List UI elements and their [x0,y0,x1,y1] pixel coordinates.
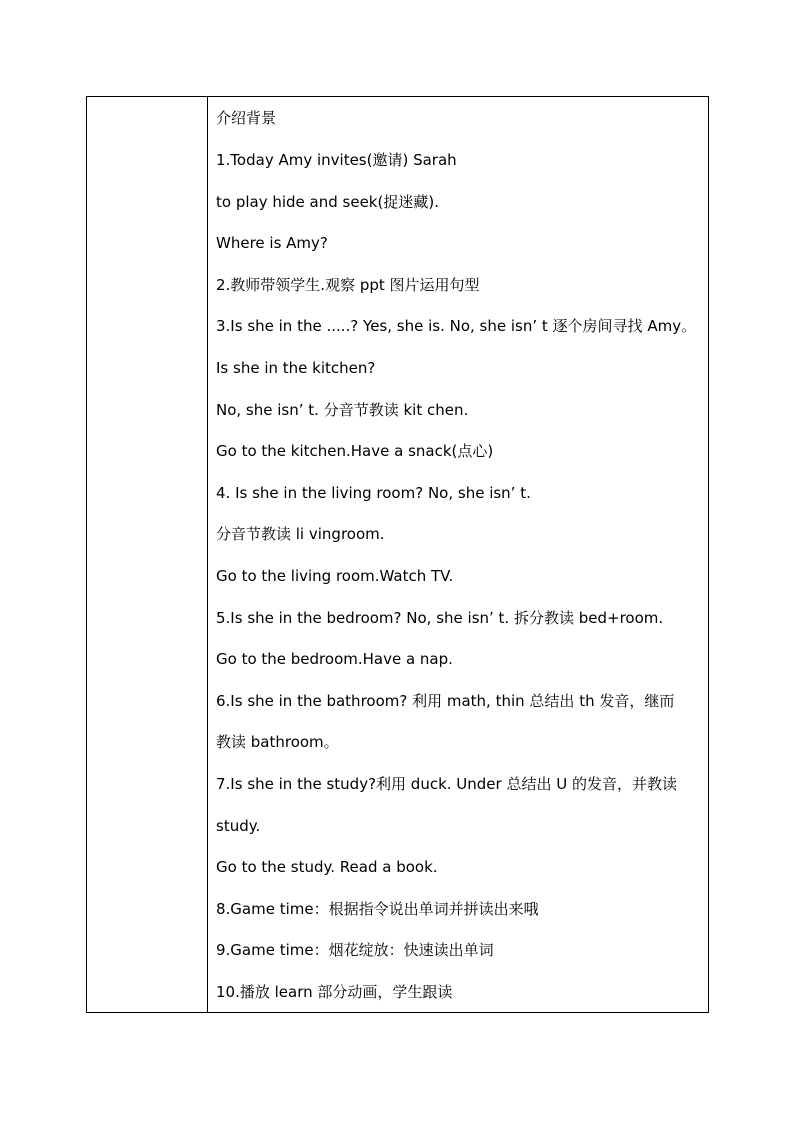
text-line: 9.Game time：烟花绽放：快速读出单词 [216,941,494,959]
text-line: 1.Today Amy invites(邀请) Sarah [216,151,457,169]
text-line: Go to the kitchen.Have a snack(点心) [216,442,494,460]
text-line: 10.播放 learn 部分动画，学生跟读 [216,983,453,1001]
text-line: Go to the living room.Watch TV. [216,567,454,585]
text-line: study. [216,817,261,835]
text-line: 介绍背景 [216,109,277,127]
text-line: 教读 bathroom。 [216,733,339,751]
text-line: Is she in the kitchen? [216,359,376,377]
text-line: 分音节教读 li vingroom. [216,525,385,543]
text-line: 5.Is she in the bedroom? No, she isn’ t. 拆分教读 bed+room. [216,609,664,627]
table-right-cell [208,97,708,1012]
text-line: No, she isn’ t. 分音节教读 kit chen. [216,401,469,419]
text-line: 7.Is she in the study?利用 duck. Under 总结出 U 的发音，并教读 [216,775,677,793]
lesson-table [86,96,709,1013]
text-line: Go to the study. Read a book. [216,858,438,876]
text-line: Where is Amy? [216,234,328,252]
text-line: 3.Is she in the .....? Yes, she is. No, she isn’ t 逐个房间寻找 Amy。 [216,317,697,335]
text-line: 4. Is she in the living room? No, she isn’ t. [216,484,531,502]
text-line: 2.教师带领学生.观察 ppt 图片运用句型 [216,276,480,294]
text-line: 8.Game time：根据指令说出单词并拼读出来哦 [216,900,539,918]
text-line: to play hide and seek(捉迷藏). [216,193,439,211]
text-line: Go to the bedroom.Have a nap. [216,650,453,668]
table-left-cell [87,97,208,1012]
text-line: 6.Is she in the bathroom? 利用 math, thin 总结出 th 发音，继而 [216,692,675,710]
